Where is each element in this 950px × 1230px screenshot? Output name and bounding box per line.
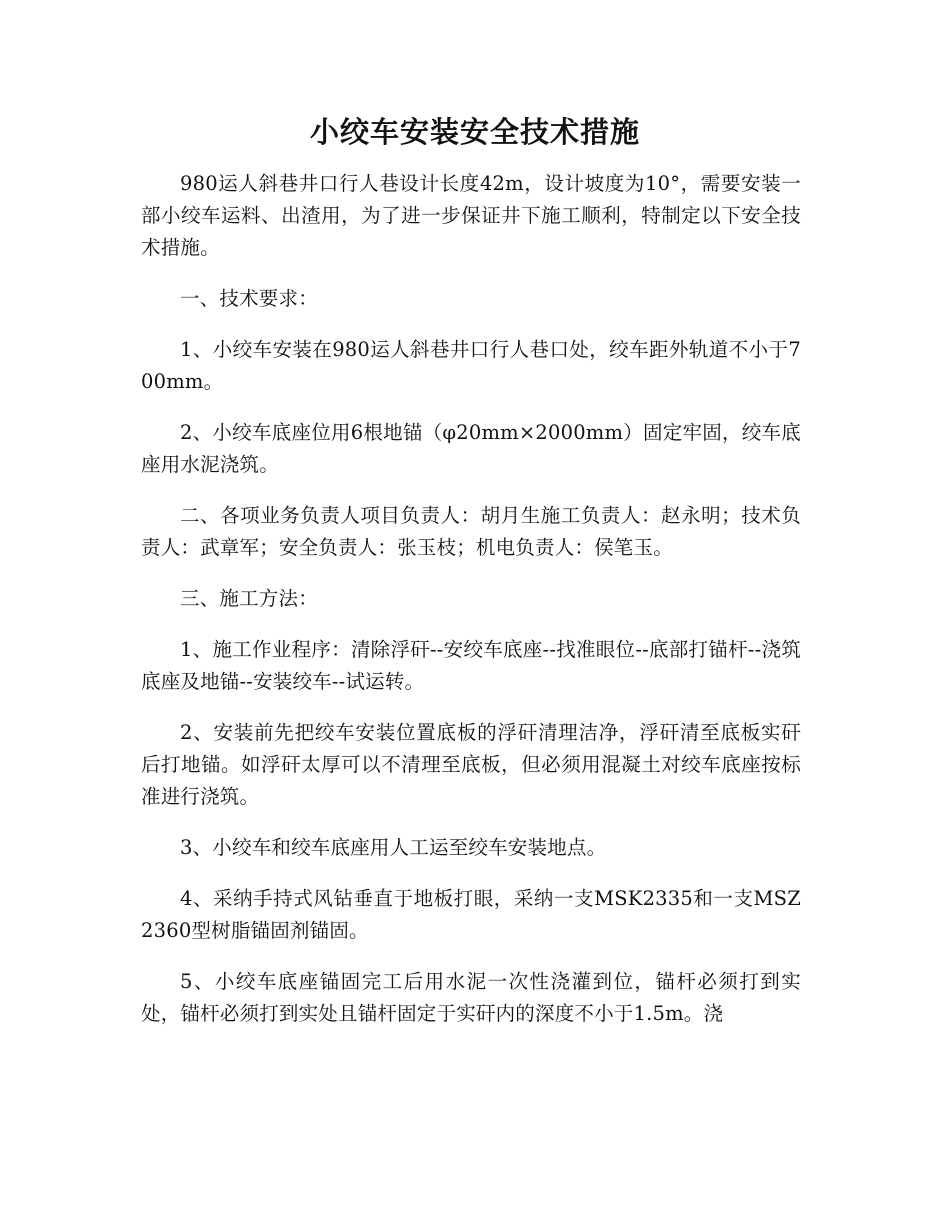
paragraph-requirement-1: 1、小绞车安装在980运人斜巷井口行人巷口处，绞车距外轨道不小于700mm。 [141, 338, 801, 393]
paragraph-method-3: 3、小绞车和绞车底座用人工运至绞车安装地点。 [180, 836, 607, 859]
document-title: 小绞车安装安全技术措施 [309, 115, 640, 149]
paragraph-method-5: 5、小绞车底座锚固完工后用水泥一次性浇灌到位，锚杆必须打到实处，锚杆必须打到实处且锚杆固定于实矸内的深度不小于1.5m。浇 [141, 970, 801, 1025]
section-heading-construction-method: 三、施工方法： [180, 587, 318, 610]
document-body [141, 168, 801, 1049]
paragraph-responsible-persons: 二、各项业务负责人项目负责人：胡月生施工负责人：赵永明；技术负责人：武章军；安全负责人：张玉枝；机电负责人：侯笔玉。 [141, 504, 801, 559]
section-heading-technical-requirements: 一、技术要求： [180, 287, 318, 310]
paragraph-method-4: 4、采纳手持式风钻垂直于地板打眼，采纳一支MSK2335和一支MSZ2360型树脂锚固剂锚固。 [141, 887, 801, 942]
paragraph-method-2: 2、安装前先把绞车安装位置底板的浮矸清理洁净，浮矸清至底板实矸后打地锚。如浮矸太厚可以不清理至底板，但必须用混凝土对绞车底座按标准进行浇筑。 [141, 721, 801, 808]
paragraph-method-1: 1、施工作业程序：清除浮矸--安绞车底座--找准眼位--底部打锚杆--浇筑底座及地锚--安装绞车--试运转。 [141, 638, 801, 693]
paragraph-requirement-2: 2、小绞车底座位用6根地锚（φ20mm×2000mm）固定牢固，绞车底座用水泥浇筑。 [141, 421, 801, 476]
paragraph-intro: 980运人斜巷井口行人巷设计长度42m，设计坡度为10°，需要安装一部小绞车运料、出渣用，为了进一步保证井下施工顺利，特制定以下安全技术措施。 [141, 172, 801, 259]
